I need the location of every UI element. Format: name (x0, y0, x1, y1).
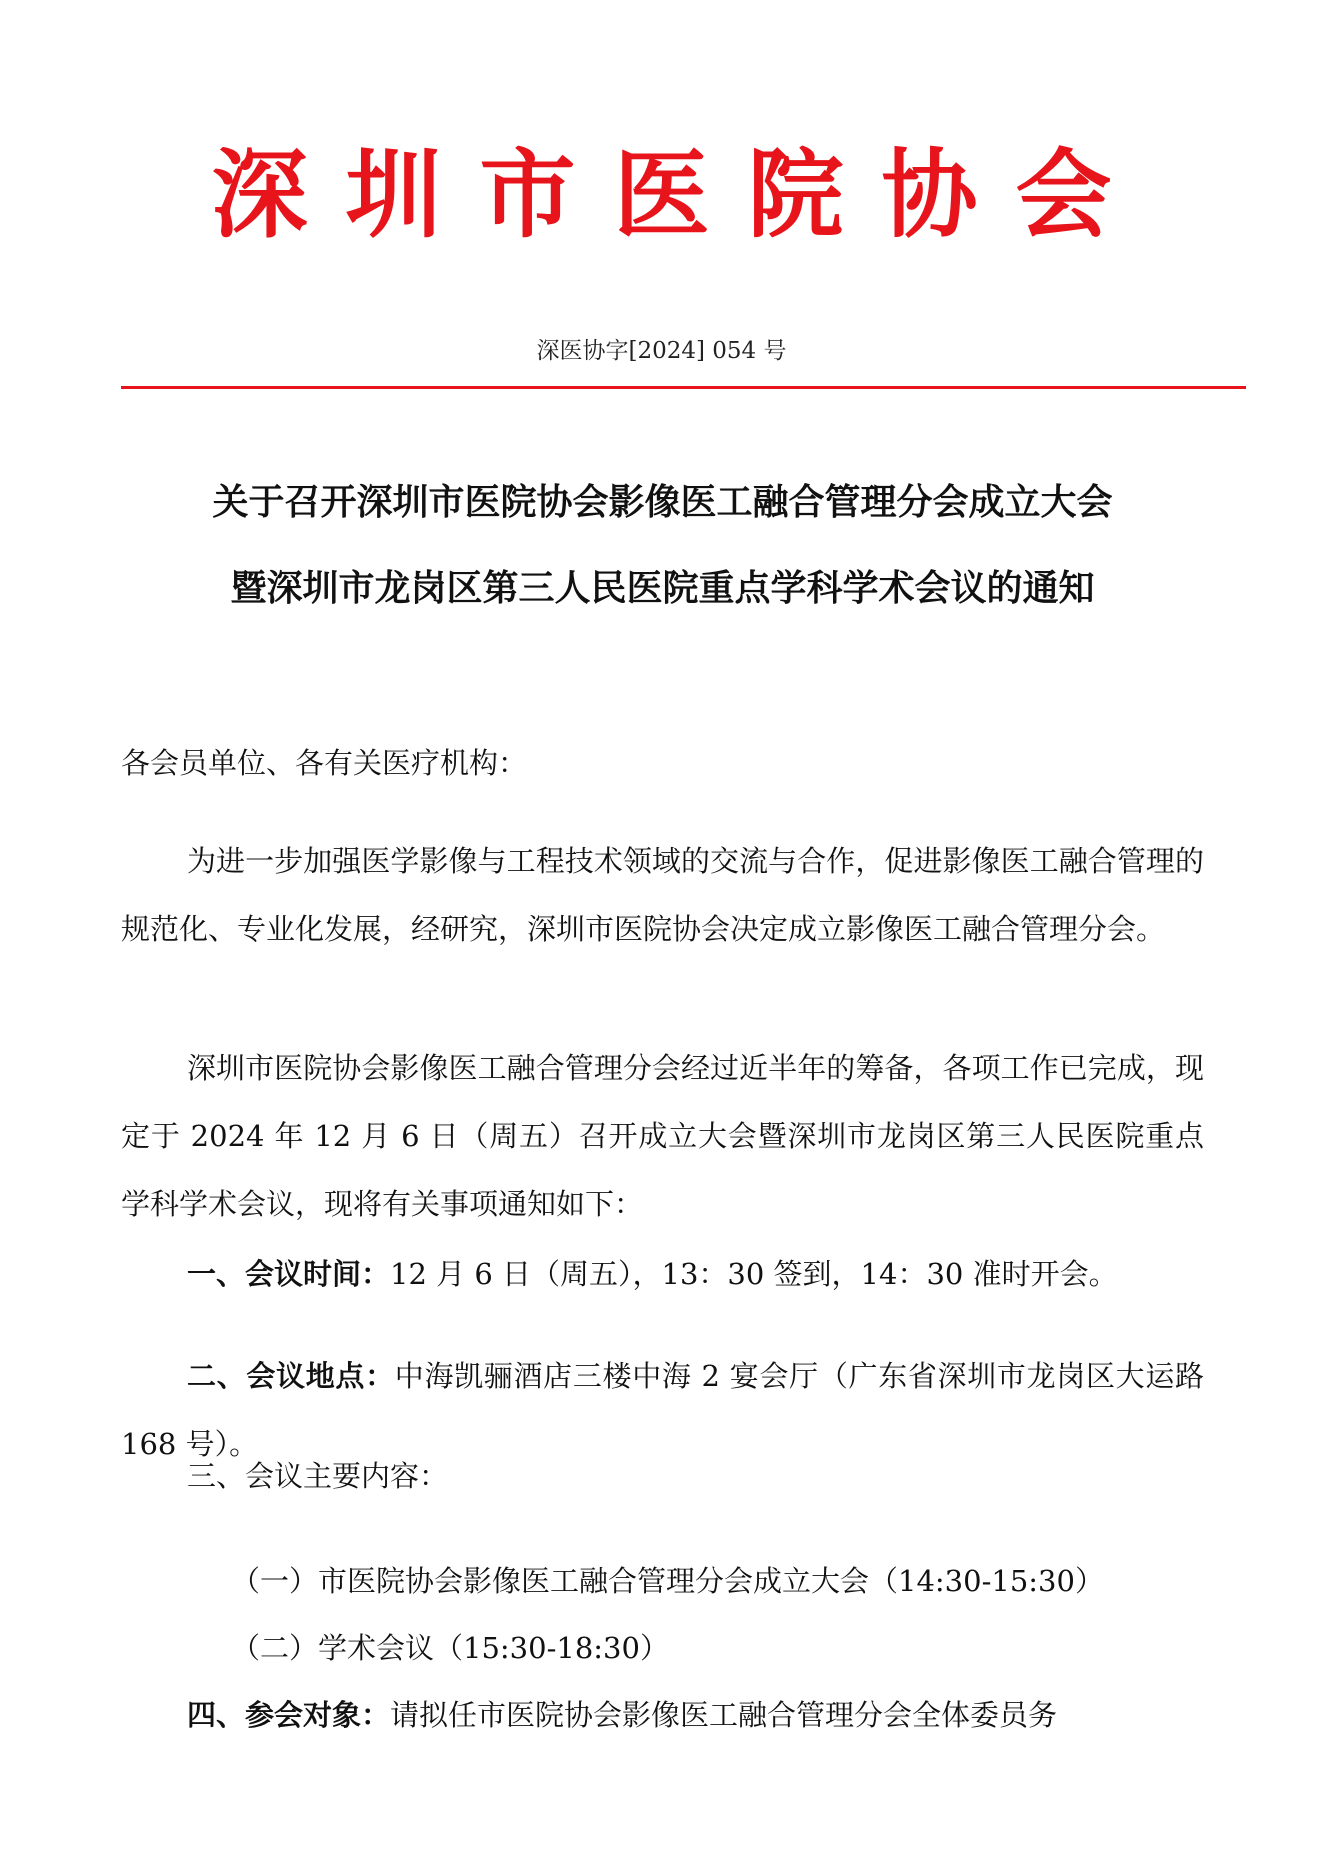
header-divider (121, 386, 1246, 389)
meeting-content-sub-1: （一）市医院协会影像医工融合管理分会成立大会（14:30-15:30） (231, 1564, 1104, 1598)
organization-header: 深圳市医院协会 (211, 139, 1150, 251)
meeting-time-label: 一、会议时间： (187, 1257, 391, 1291)
attendees-item (121, 1681, 1204, 1749)
preparation-paragraph: 深圳市医院协会影像医工融合管理分会经过近半年的筹备，各项工作已完成，现定于 2024 年 12 月 6 日（周五）召开成立大会暨深圳市龙岗区第三人民医院重点学科学术会议，现将有关事项通知如下： (121, 1051, 1204, 1221)
meeting-time-item (121, 1240, 1204, 1308)
meeting-time-value: 12 月 6 日（周五），13：30 签到，14：30 准时开会。 (390, 1257, 1118, 1291)
notice-title-line-2: 暨深圳市龙岗区第三人民医院重点学科学术会议的通知 (230, 567, 1095, 609)
intro-paragraph: 为进一步加强医学影像与工程技术领域的交流与合作，促进影像医工融合管理的规范化、专业化发展，经研究，深圳市医院协会决定成立影像医工融合管理分会。 (121, 844, 1204, 946)
attendees-label: 四、参会对象： (187, 1698, 391, 1732)
meeting-content-heading: 三、会议主要内容： (187, 1459, 449, 1493)
document-number: 深医协字[2024] 054 号 (536, 338, 787, 364)
meeting-place-label: 二、会议地点： (187, 1359, 395, 1393)
salutation: 各会员单位、各有关医疗机构： (121, 746, 528, 780)
notice-title-line-1: 关于召开深圳市医院协会影像医工融合管理分会成立大会 (212, 481, 1113, 523)
meeting-place-value: 中海凯骊酒店三楼中海 2 宴会厅（广东省深圳市龙岗区大运路 168 号）。 (121, 1359, 1204, 1461)
attendees-value: 请拟任市医院协会影像医工融合管理分会全体委员务 (390, 1698, 1058, 1732)
meeting-content-sub-2: （二）学术会议（15:30-18:30） (231, 1631, 669, 1665)
